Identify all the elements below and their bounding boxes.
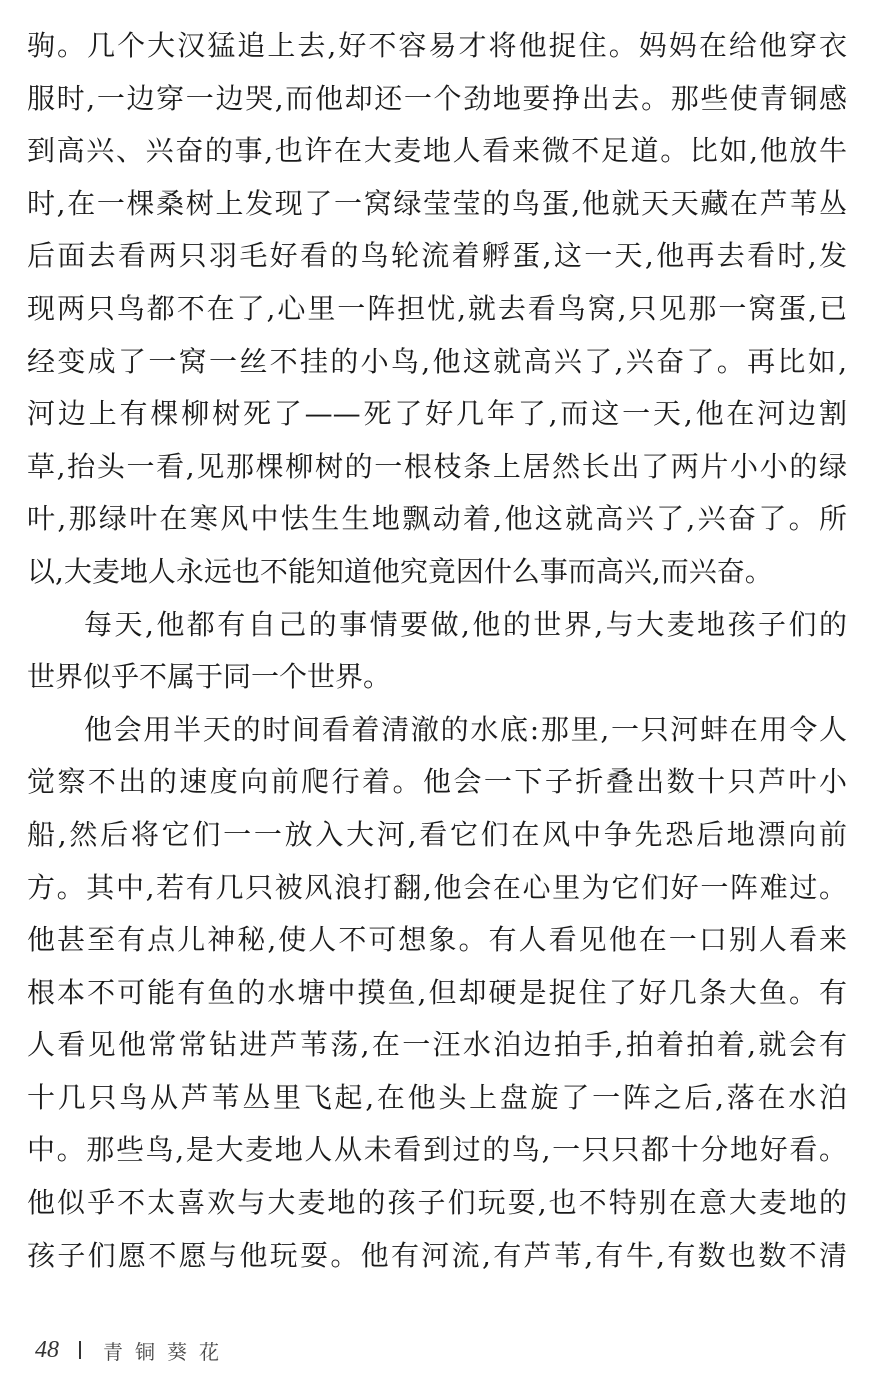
text-line: 到高兴、兴奋的事,也许在大麦地人看来微不足道。比如,他放牛	[27, 134, 847, 168]
text-line: 方。其中,若有几只被风浪打翻,他会在心里为它们好一阵难过。	[27, 870, 847, 904]
text-line: 船,然后将它们一一放入大河,看它们在风中争先恐后地漂向前	[27, 817, 847, 851]
text-line: 驹。几个大汉猛追上去,好不容易才将他捉住。妈妈在给他穿衣	[27, 29, 847, 62]
text-line: 觉察不出的速度向前爬行着。他会一下子折叠出数十只芦叶小	[27, 765, 847, 799]
text-line: 中。那些鸟,是大麦地人从未看到过的鸟,一只只都十分地好看。	[27, 1133, 847, 1167]
text-line: 河边上有棵柳树死了——死了好几年了,而这一天,他在河边割	[27, 397, 847, 431]
text-line: 他似乎不太喜欢与大麦地的孩子们玩耍,也不特别在意大麦地的	[27, 1186, 847, 1220]
page-footer	[35, 1330, 231, 1370]
text-line: 经变成了一窝一丝不挂的小鸟,他这就高兴了,兴奋了。再比如,	[27, 344, 847, 378]
footer-divider	[79, 1341, 81, 1359]
text-line: 根本不可能有鱼的水塘中摸鱼,但却硬是捉住了好几条大鱼。有	[27, 975, 847, 1009]
text-line: 人看见他常常钻进芦苇荡,在一汪水泊边拍手,拍着拍着,就会有	[27, 1028, 847, 1062]
text-line: 十几只鸟从芦苇丛里飞起,在他头上盘旋了一阵之后,落在水泊	[27, 1080, 847, 1114]
page-body	[27, 20, 847, 1282]
page-number: 48	[35, 1336, 59, 1363]
book-title: 青铜葵花	[103, 1339, 231, 1364]
text-line: 孩子们愿不愿与他玩耍。他有河流,有芦苇,有牛,有数也数不清	[27, 1238, 847, 1272]
text-line: 后面去看两只羽毛好看的鸟轮流着孵蛋,这一天,他再去看时,发	[27, 239, 847, 273]
text-line: 以,大麦地人永远也不能知道他究竟因什么事而高兴,而兴奋。	[27, 554, 773, 588]
paragraph-start-line: 他会用半天的时间看着清澈的水底:那里,一只河蚌在用令人	[84, 712, 847, 746]
text-line: 世界似乎不属于同一个世界。	[27, 660, 392, 694]
paragraph-start-line: 每天,他都有自己的事情要做,他的世界,与大麦地孩子们的	[84, 607, 847, 641]
text-line: 他甚至有点儿神秘,使人不可想象。有人看见他在一口别人看来	[27, 923, 847, 957]
text-line: 时,在一棵桑树上发现了一窝绿莹莹的鸟蛋,他就天天藏在芦苇丛	[27, 186, 847, 220]
text-line: 草,抬头一看,见那棵柳树的一根枝条上居然长出了两片小小的绿	[27, 449, 847, 483]
text-line: 服时,一边穿一边哭,而他却还一个劲地要挣出去。那些使青铜感	[27, 81, 847, 115]
text-line: 现两只鸟都不在了,心里一阵担忧,就去看鸟窝,只见那一窝蛋,已	[27, 291, 847, 325]
text-line: 叶,那绿叶在寒风中怯生生地飘动着,他这就高兴了,兴奋了。所	[27, 502, 847, 536]
